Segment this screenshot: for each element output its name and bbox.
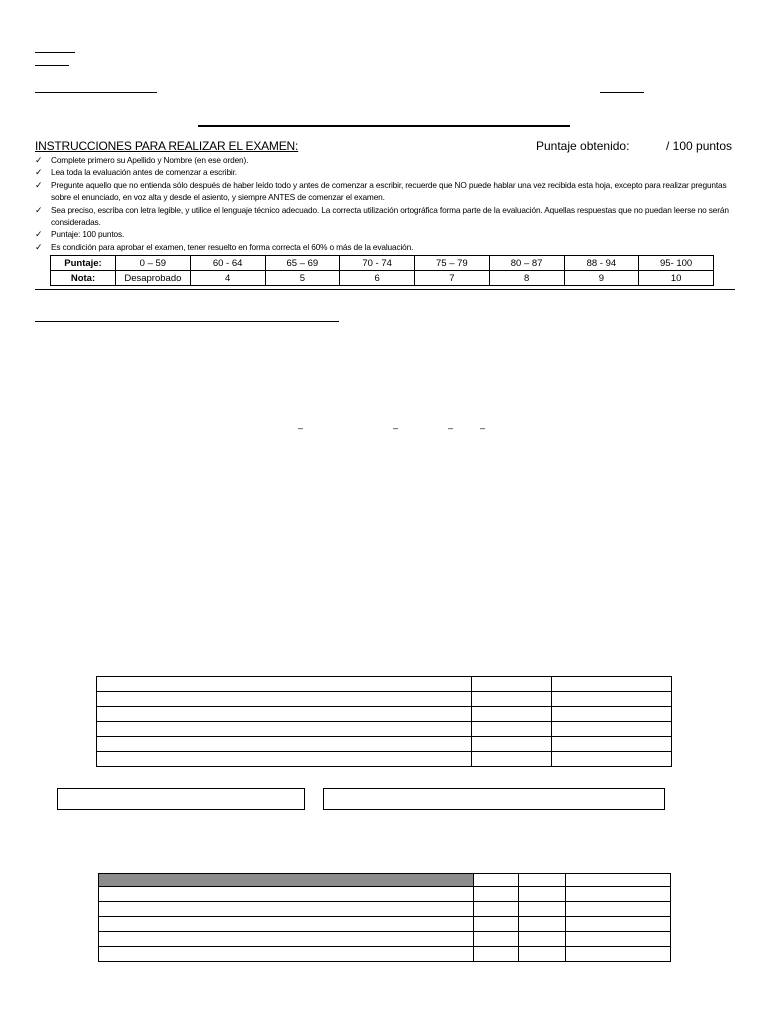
table-cell: 10 [639,271,714,286]
instruction-text: Pregunte aquello que no entienda sólo después de haber leído todo y antes de comenzar a escribir, recuerde que NO puede hablar una vez recibida esta hoja, excepto para realizar preguntas sobre el enunciado, en voz alta y desde el asiento, y siempre ANTES de comenzar el examen. [51,179,727,203]
table-cell[interactable] [552,737,672,752]
title-underline [198,125,570,127]
table-cell[interactable] [552,752,672,767]
list-item [35,154,735,166]
table-cell[interactable] [519,874,566,887]
table-row [99,932,671,947]
table-cell[interactable] [566,917,671,932]
table-header-score: Puntaje: [51,256,116,271]
table-cell: 60 - 64 [190,256,265,271]
table-cell[interactable] [552,677,672,692]
date-blank-line [600,92,644,93]
check-icon: ✓ [35,179,43,190]
blank-dash: – [393,423,399,433]
table-cell: 0 – 59 [116,256,191,271]
table-cell[interactable] [519,932,566,947]
table-cell[interactable] [472,722,552,737]
table-cell[interactable] [566,947,671,962]
table-cell[interactable] [97,677,472,692]
table-cell[interactable] [99,902,474,917]
table-cell: 70 - 74 [340,256,415,271]
table-cell[interactable] [474,917,519,932]
table-row [97,737,672,752]
table-row [99,874,671,887]
table-cell[interactable] [566,902,671,917]
check-icon: ✓ [35,204,43,215]
table-cell: 75 – 79 [415,256,490,271]
table-cell[interactable] [472,707,552,722]
table-cell[interactable] [472,677,552,692]
table-cell[interactable] [519,902,566,917]
list-item [35,166,735,178]
table-cell: 8 [489,271,564,286]
blank-dash: – [298,423,304,433]
list-item [35,228,735,240]
table-cell[interactable] [519,917,566,932]
table-row [51,256,714,271]
table-row [97,752,672,767]
table-cell[interactable] [472,737,552,752]
table-row [99,902,671,917]
instruction-text: Lea toda la evaluación antes de comenzar a escribir. [51,167,237,178]
table-cell[interactable] [474,887,519,902]
table-cell: 7 [415,271,490,286]
blank-dash: – [448,423,454,433]
table-cell[interactable] [552,707,672,722]
list-item [35,241,735,253]
table-cell: Desaprobado [116,271,191,286]
table-cell[interactable] [519,887,566,902]
instruction-text: Es condición para aprobar el examen, tener resuelto en forma correcta el 60% o más de la evaluación. [51,241,414,252]
table-header-cell [99,874,474,887]
answer-blank-line [35,321,339,322]
check-icon: ✓ [35,241,43,252]
table-cell: 9 [564,271,639,286]
table-cell[interactable] [99,887,474,902]
header-blank-line-1 [35,52,75,53]
table-cell[interactable] [472,752,552,767]
grading-table [50,255,714,286]
table-cell[interactable] [97,707,472,722]
check-icon: ✓ [35,155,43,165]
header-blank-line-2 [35,65,69,66]
table-row [97,707,672,722]
table-cell[interactable] [566,874,671,887]
table-row [97,722,672,737]
instruction-text: Puntaje: 100 puntos. [51,229,125,240]
table-cell[interactable] [566,932,671,947]
table-cell: 5 [265,271,340,286]
instruction-text: Complete primero su Apellido y Nombre (en ese orden). [51,155,249,165]
table-cell[interactable] [472,692,552,707]
instructions-list [35,154,735,253]
list-item [35,179,735,204]
blank-dash: – [480,423,486,433]
answer-box-left[interactable] [57,788,305,810]
table-cell: 65 – 69 [265,256,340,271]
table-header-grade: Nota: [51,271,116,286]
table-cell: 6 [340,271,415,286]
table-cell[interactable] [552,692,672,707]
table-cell: 80 – 87 [489,256,564,271]
table-cell[interactable] [97,737,472,752]
table-cell[interactable] [97,722,472,737]
answer-box-right[interactable] [323,788,665,810]
section-divider [35,289,735,290]
instruction-text: Sea preciso, escriba con letra legible, y utilice el lenguaje técnico adecuado. La correcta utilización ortográfica forma parte de la evaluación. Aquellas respuestas que no puedan leerse no serán consideradas. [51,204,729,228]
table-cell[interactable] [97,692,472,707]
table-row [99,917,671,932]
table-cell: 4 [190,271,265,286]
table-row [97,677,672,692]
table-row [99,887,671,902]
table-cell[interactable] [474,874,519,887]
list-item [35,204,735,229]
table-cell: 88 - 94 [564,256,639,271]
check-icon: ✓ [35,229,43,240]
name-blank-line [35,92,157,93]
check-icon: ✓ [35,167,43,178]
score-label: Puntaje obtenido: [536,139,630,153]
table-cell[interactable] [99,932,474,947]
table-cell[interactable] [99,917,474,932]
table-cell: 95- 100 [639,256,714,271]
table-cell[interactable] [474,932,519,947]
table-row [97,692,672,707]
score-total: / 100 puntos [666,139,733,153]
table-row [99,947,671,962]
blank-table-2 [98,873,671,962]
table-cell[interactable] [552,722,672,737]
table-cell[interactable] [99,947,474,962]
instructions-title: INSTRUCCIONES PARA REALIZAR EL EXAMEN: [35,139,299,153]
table-row [51,271,714,286]
table-cell[interactable] [474,947,519,962]
blank-table-1 [96,676,672,767]
table-cell[interactable] [474,902,519,917]
table-cell[interactable] [519,947,566,962]
table-cell[interactable] [97,752,472,767]
table-cell[interactable] [566,887,671,902]
